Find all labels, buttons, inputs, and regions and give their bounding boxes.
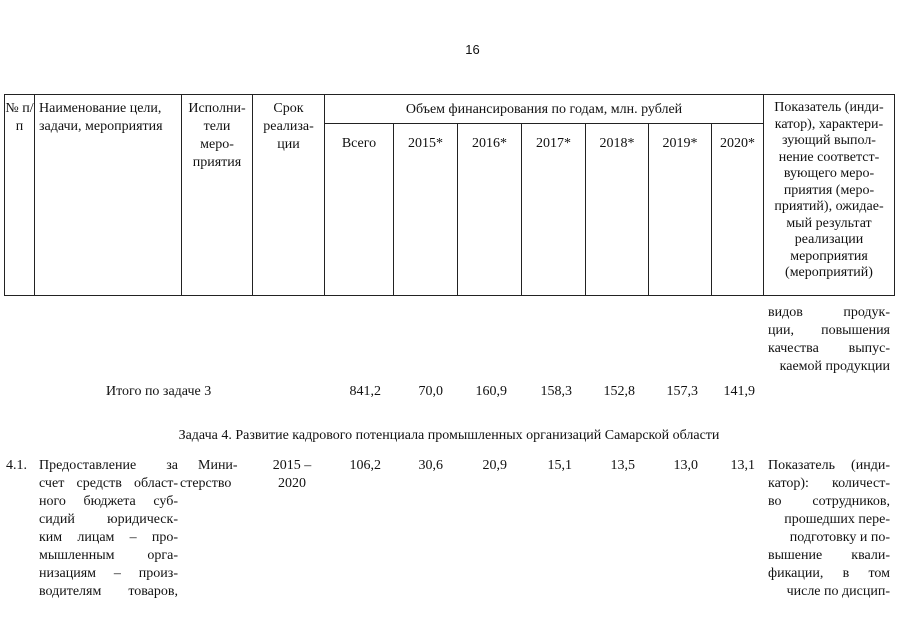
total-value: 157,3 (666, 384, 698, 399)
row-name-line: сидий юридическ- (39, 512, 178, 527)
total-label: Итого по задаче 3 (106, 384, 212, 399)
continuation-line: каемой продукции (779, 359, 890, 374)
row-number: 4.1. (6, 458, 27, 473)
row-name-line: ного бюджета суб- (39, 494, 178, 509)
header-year-2016: 2016* (472, 136, 507, 151)
row-executor-line: Мини- (198, 458, 238, 473)
header-term: Срок реализа- ции (263, 101, 314, 152)
header-executors: Исполни- тели меро- приятия (188, 101, 246, 170)
row-value: 30,6 (418, 458, 443, 473)
header-year-2015: 2015* (408, 136, 443, 151)
page-number: 16 (465, 42, 480, 57)
task-title: Задача 4. Развитие кадрового потенциала промышленных организаций Самарской области (178, 428, 720, 443)
row-value: 106,2 (349, 458, 381, 473)
continuation-line: качества выпус- (768, 341, 890, 356)
total-value: 158,3 (540, 384, 572, 399)
header-funding: Объем финансирования по годам, млн. рублей (405, 102, 683, 117)
row-name-line: счет средств област- (39, 476, 178, 491)
row-value: 13,1 (730, 458, 755, 473)
row-indicator-line: числе по дисцип- (786, 584, 890, 599)
row-indicator-line: во сотрудников, (768, 494, 890, 509)
total-value: 152,8 (603, 384, 635, 399)
total-value: 141,9 (723, 384, 755, 399)
row-indicator-line: подготовку и по- (789, 530, 890, 545)
row-name-line: водителям товаров, (39, 584, 178, 599)
row-executor-line: стерство (180, 476, 232, 491)
header-year-2020: 2020* (720, 136, 755, 151)
header-name: Наименование цели, задачи, мероприятия (39, 101, 163, 134)
header-num: № п/п (5, 101, 34, 134)
row-indicator-line: прошедших пере- (784, 512, 890, 527)
total-value: 841,2 (349, 384, 381, 399)
row-name-line: низациям – произ- (39, 566, 178, 581)
header-total: Всего (341, 136, 377, 151)
header-year-2018: 2018* (599, 136, 635, 151)
row-name-line: ким лицам – про- (39, 530, 178, 545)
header-year-2019: 2019* (662, 136, 698, 151)
row-indicator-line: Показатель (инди- (768, 458, 890, 473)
row-indicator-line: фикации, в том (768, 566, 890, 581)
row-indicator-line: катор): количест- (768, 476, 890, 491)
total-value: 160,9 (475, 384, 507, 399)
continuation-line: видов продук- (768, 305, 890, 320)
row-value: 13,0 (673, 458, 698, 473)
row-term-line: 2015 – (272, 458, 312, 473)
row-value: 15,1 (547, 458, 572, 473)
row-indicator-line: вышение квали- (768, 548, 890, 563)
header-indicator: Показатель (инди- катор), характери- зующий выпол- нение соответст- вующего меро- приятия (меро- приятий), ожидае- мый результат реализации мероприятия (мероприятий) (774, 100, 884, 280)
continuation-line: ции, повышения (768, 323, 890, 338)
header-year-2017: 2017* (536, 136, 571, 151)
row-name-line: Предоставление за (39, 458, 178, 473)
row-name-line: мышленным орга- (39, 548, 178, 563)
row-value: 13,5 (610, 458, 635, 473)
row-value: 20,9 (482, 458, 507, 473)
total-value: 70,0 (418, 384, 443, 399)
row-term-line: 2020 (278, 476, 306, 491)
